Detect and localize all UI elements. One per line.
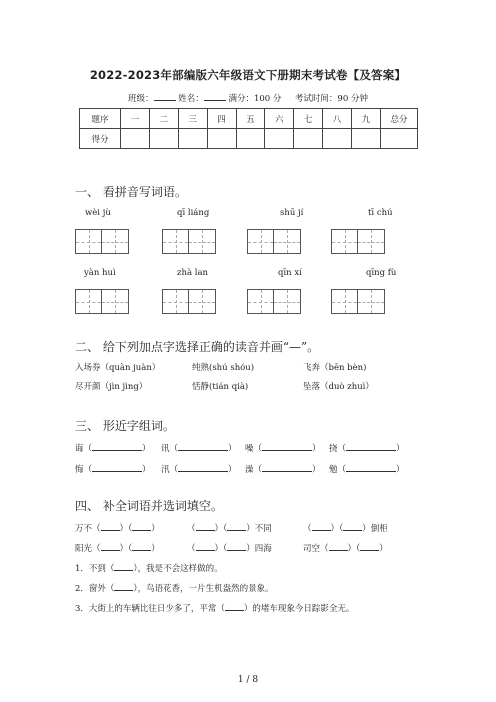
word-item: 噪（ ） bbox=[245, 441, 321, 454]
grid-cell[interactable] bbox=[331, 229, 358, 254]
char: 诲 bbox=[75, 444, 84, 454]
idiom-text: （ bbox=[187, 544, 196, 554]
grid-cell[interactable] bbox=[331, 289, 358, 314]
grid-cell[interactable] bbox=[247, 229, 274, 254]
idiom-text: ）倒柜 bbox=[362, 524, 388, 534]
answer-blank[interactable] bbox=[132, 541, 151, 551]
score-header-row bbox=[80, 109, 418, 129]
idiom-line bbox=[187, 541, 272, 554]
idiom-text: ）（ bbox=[214, 524, 228, 534]
answer-blank[interactable] bbox=[132, 521, 151, 531]
answer-blank[interactable] bbox=[227, 521, 246, 531]
idiom-text: （ bbox=[187, 524, 196, 534]
answer-blank[interactable] bbox=[92, 462, 142, 472]
section3-heading: 三、 形近字组词。 bbox=[75, 419, 175, 433]
pinyin-label: shū jí bbox=[280, 208, 304, 218]
exam-info bbox=[0, 91, 496, 104]
writing-grid[interactable] bbox=[331, 289, 385, 314]
score-header-cell: 一 bbox=[121, 109, 150, 129]
score-cell[interactable] bbox=[149, 129, 178, 149]
answer-blank[interactable] bbox=[346, 462, 396, 472]
score-header-cell: 二 bbox=[149, 109, 178, 129]
idiom-text: 万不（ bbox=[75, 524, 101, 534]
grid-cell[interactable] bbox=[358, 289, 385, 314]
grid-cell[interactable] bbox=[189, 289, 216, 314]
reading-choice[interactable]: 入场券（quàn juàn） bbox=[75, 363, 161, 373]
section4-heading: 四、 补全词语并选词填空。 bbox=[75, 499, 223, 513]
score-header-cell: 六 bbox=[265, 109, 294, 129]
grid-cell[interactable] bbox=[274, 289, 301, 314]
grid-cell[interactable] bbox=[247, 289, 274, 314]
reading-choice[interactable]: 恬静(tián qià) bbox=[192, 382, 249, 392]
page-number: 1 / 8 bbox=[237, 675, 259, 685]
pinyin-label: zhà lan bbox=[177, 268, 208, 278]
writing-grid[interactable] bbox=[162, 289, 216, 314]
answer-blank[interactable] bbox=[114, 561, 133, 571]
score-cell[interactable] bbox=[178, 129, 207, 149]
grid-cell[interactable] bbox=[358, 229, 385, 254]
idiom-line bbox=[303, 521, 388, 534]
class-blank[interactable] bbox=[154, 91, 176, 101]
reading-choice[interactable]: 飞奔（bēn bèn) bbox=[303, 363, 367, 373]
fill-question bbox=[75, 581, 274, 594]
answer-blank[interactable] bbox=[312, 521, 331, 531]
grid-cell[interactable] bbox=[162, 229, 189, 254]
question-text: 1．不到（ bbox=[75, 564, 115, 574]
score-header-cell: 九 bbox=[352, 109, 381, 129]
score-cell[interactable] bbox=[294, 129, 323, 149]
char: 悔 bbox=[75, 465, 84, 475]
writing-grid[interactable] bbox=[331, 229, 385, 254]
answer-blank[interactable] bbox=[196, 521, 215, 531]
answer-blank[interactable] bbox=[196, 541, 215, 551]
idiom-text: ）（ bbox=[119, 544, 133, 554]
name-label: 姓名： bbox=[178, 94, 204, 104]
name-blank[interactable] bbox=[204, 91, 226, 101]
char: 讯 bbox=[161, 444, 170, 454]
fill-question bbox=[75, 561, 223, 574]
pinyin-label: qīn xí bbox=[278, 268, 302, 278]
char: 勉 bbox=[329, 465, 338, 475]
idiom-text: ）四海 bbox=[246, 544, 272, 554]
idiom-text: 阳光（ bbox=[75, 544, 101, 554]
word-item: 挠（ ） bbox=[329, 441, 405, 454]
score-header-cell: 三 bbox=[178, 109, 207, 129]
writing-grid[interactable] bbox=[75, 229, 129, 254]
grid-cell[interactable] bbox=[102, 289, 129, 314]
score-header-cell: 八 bbox=[323, 109, 352, 129]
fill-question bbox=[75, 601, 354, 614]
idiom-text: ）（ bbox=[119, 524, 133, 534]
answer-blank[interactable] bbox=[114, 581, 133, 591]
word-item: 澡（ ） bbox=[245, 462, 321, 475]
grid-cell[interactable] bbox=[189, 229, 216, 254]
idiom-text: ） bbox=[151, 544, 160, 554]
answer-blank[interactable] bbox=[343, 521, 362, 531]
score-header-cell: 五 bbox=[236, 109, 265, 129]
question-text: ）的堵车现象今日踪影全无。 bbox=[243, 604, 355, 614]
score-header-cell: 四 bbox=[207, 109, 236, 129]
section1-heading: 一、 看拼音写词语。 bbox=[75, 185, 187, 199]
score-row bbox=[80, 129, 418, 149]
score-cell[interactable] bbox=[265, 129, 294, 149]
pinyin-label: tī chú bbox=[368, 208, 393, 218]
answer-blank[interactable] bbox=[329, 541, 348, 551]
grid-cell[interactable] bbox=[75, 229, 102, 254]
score-row-label: 得分 bbox=[80, 129, 121, 149]
writing-grid[interactable] bbox=[247, 289, 301, 314]
idiom-line bbox=[303, 541, 388, 554]
answer-blank[interactable] bbox=[346, 441, 396, 451]
score-cell[interactable] bbox=[121, 129, 150, 149]
writing-grid[interactable] bbox=[162, 229, 216, 254]
question-text: 3．大街上的车辆比往日少多了，平常（ bbox=[75, 604, 225, 614]
answer-blank[interactable] bbox=[178, 441, 228, 451]
score-cell[interactable] bbox=[352, 129, 381, 149]
char: 挠 bbox=[329, 444, 338, 454]
char: 汛 bbox=[161, 465, 170, 475]
idiom-text: ）（ bbox=[330, 524, 344, 534]
page-title: 2022-2023年部编版六年级语文下册期末考试卷【及答案】 bbox=[89, 68, 407, 82]
writing-grid[interactable] bbox=[247, 229, 301, 254]
idiom-text: ）不同 bbox=[246, 524, 272, 534]
pinyin-label: wèi jù bbox=[85, 208, 111, 218]
section2-heading: 二、 给下列加点字选择正确的读音并画“—”。 bbox=[75, 340, 320, 354]
idiom-text: （ bbox=[303, 524, 312, 534]
answer-blank[interactable] bbox=[227, 541, 246, 551]
idiom-text: ）（ bbox=[347, 544, 361, 554]
answer-blank[interactable] bbox=[225, 601, 244, 611]
answer-blank[interactable] bbox=[101, 521, 120, 531]
exam-time: 考试时间：90 分钟 bbox=[294, 94, 368, 104]
word-item: 勉（ ） bbox=[329, 462, 405, 475]
pinyin-label: qī liáng bbox=[177, 208, 210, 218]
word-item: 诲（ ） bbox=[75, 441, 151, 454]
idiom-text: ） bbox=[151, 524, 160, 534]
grid-cell[interactable] bbox=[274, 229, 301, 254]
char: 噪 bbox=[245, 444, 254, 454]
answer-blank[interactable] bbox=[92, 441, 142, 451]
idiom-text: ） bbox=[379, 544, 388, 554]
class-label: 班级： bbox=[128, 94, 154, 104]
question-text: ），我是不会这样做的。 bbox=[133, 564, 223, 574]
answer-blank[interactable] bbox=[178, 462, 228, 472]
word-item: 悔（ ） bbox=[75, 462, 151, 475]
char: 澡 bbox=[245, 465, 254, 475]
answer-blank[interactable] bbox=[262, 462, 312, 472]
grid-cell[interactable] bbox=[162, 289, 189, 314]
score-cell[interactable] bbox=[381, 129, 418, 149]
pinyin-label: qīng fù bbox=[366, 268, 397, 278]
reading-choice[interactable]: 尽开颜（jìn jìng） bbox=[75, 382, 148, 392]
score-cell[interactable] bbox=[207, 129, 236, 149]
score-header-cell: 七 bbox=[294, 109, 323, 129]
reading-choice[interactable]: 坠落（duò zhuì） bbox=[303, 382, 374, 392]
word-item: 讯（ ） bbox=[161, 441, 237, 454]
full-score: 满分：100 分 bbox=[228, 94, 282, 104]
writing-grid[interactable] bbox=[75, 289, 129, 314]
pinyin-label: yàn huì bbox=[84, 268, 116, 278]
answer-blank[interactable] bbox=[101, 541, 120, 551]
question-text: 2．窗外（ bbox=[75, 584, 115, 594]
score-cell[interactable] bbox=[323, 129, 352, 149]
idiom-text: ）（ bbox=[214, 544, 228, 554]
idiom-line bbox=[75, 541, 160, 554]
answer-blank[interactable] bbox=[360, 541, 379, 551]
score-header-cell: 总分 bbox=[381, 109, 418, 129]
answer-blank[interactable] bbox=[262, 441, 312, 451]
score-table bbox=[79, 108, 418, 149]
word-item: 汛（ ） bbox=[161, 462, 237, 475]
score-cell[interactable] bbox=[236, 129, 265, 149]
question-text: ），鸟语花香，一片生机盎然的景象。 bbox=[133, 584, 274, 594]
idiom-line bbox=[187, 521, 272, 534]
grid-cell[interactable] bbox=[102, 229, 129, 254]
grid-cell[interactable] bbox=[75, 289, 102, 314]
score-header-cell: 题序 bbox=[80, 109, 121, 129]
idiom-line bbox=[75, 521, 160, 534]
idiom-text: 司空（ bbox=[303, 544, 329, 554]
reading-choice[interactable]: 纯熟(shú shóu) bbox=[192, 363, 255, 373]
